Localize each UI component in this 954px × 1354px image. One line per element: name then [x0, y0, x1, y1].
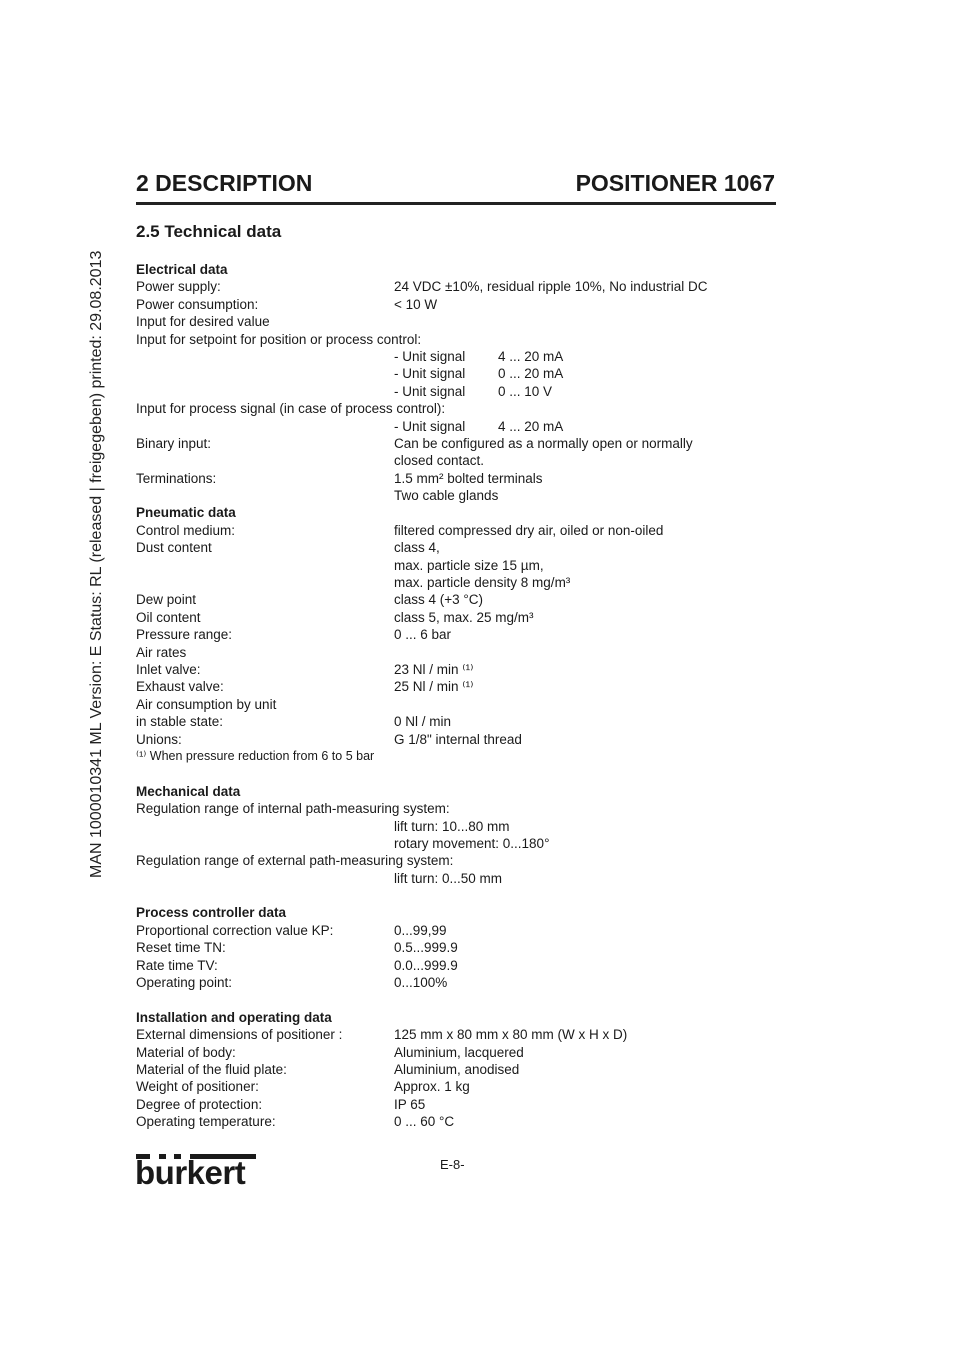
row-label: Material of the fluid plate: — [136, 1061, 287, 1077]
row-value: lift turn: 0...50 mm — [394, 870, 503, 886]
row-label: Inlet valve: — [136, 661, 201, 677]
row-value: class 4, — [394, 540, 440, 556]
row-label: Input for desired value — [136, 314, 270, 330]
product-heading: POSITIONER 1067 — [575, 170, 775, 196]
data-row — [136, 1096, 776, 1113]
row-value: max. particle size 15 µm, — [394, 557, 544, 573]
data-row — [136, 400, 776, 417]
data-row — [136, 591, 776, 608]
row-label: Input for process signal (in case of process control): — [136, 401, 446, 417]
data-row — [136, 1026, 776, 1043]
page-subtitle: 2.5 Technical data — [136, 222, 282, 241]
data-row — [136, 365, 776, 382]
data-row — [136, 470, 776, 487]
row-value: 0 ... 60 °C — [394, 1114, 455, 1130]
row-value: - Unit signal — [394, 418, 466, 434]
data-row — [136, 418, 776, 435]
row-label: Terminations: — [136, 470, 217, 486]
data-row — [136, 435, 776, 452]
row-value: Can be configured as a normally open or normally — [394, 435, 693, 451]
row-label: Input for setpoint for position or process control: — [136, 331, 422, 347]
row-label: Power supply: — [136, 279, 221, 295]
section-title — [136, 783, 776, 800]
data-row — [136, 835, 776, 852]
data-row — [136, 574, 776, 591]
row-label: ⁽¹⁾ When pressure reduction from 6 to 5 bar — [136, 748, 375, 763]
data-row — [136, 1113, 776, 1130]
data-row — [136, 713, 776, 730]
data-row — [136, 383, 776, 400]
spacer — [136, 887, 776, 904]
data-row — [136, 452, 776, 469]
row-label: Operating temperature: — [136, 1114, 276, 1130]
row-subvalue: 0 ... 10 V — [498, 383, 553, 399]
row-label: Reset time TN: — [136, 940, 226, 956]
spacer — [136, 765, 776, 782]
row-value: - Unit signal — [394, 366, 466, 382]
data-row — [136, 852, 776, 869]
row-value: 125 mm x 80 mm x 80 mm (W x H x D) — [394, 1027, 628, 1043]
row-value: class 4 (+3 °C) — [394, 592, 484, 608]
section-title — [136, 904, 776, 921]
data-row — [136, 348, 776, 365]
row-value: Aluminium, lacquered — [394, 1044, 524, 1060]
side-print-info: MAN 1000010341 ML Version: E Status: RL (released | freigegeben) printed: 29.08.2013 — [88, 250, 105, 878]
row-label: Air rates — [136, 644, 187, 660]
row-label: Dust content — [136, 540, 212, 556]
row-label: Rate time TV: — [136, 957, 218, 973]
data-row — [136, 974, 776, 991]
row-label: Oil content — [136, 609, 201, 625]
row-value: 23 Nl / min ⁽¹⁾ — [394, 661, 474, 677]
row-label: Air consumption by unit — [136, 696, 277, 712]
data-row — [136, 800, 776, 817]
row-label: Binary input: — [136, 435, 212, 451]
spacer — [136, 991, 776, 1008]
row-subvalue: 0 ... 20 mA — [498, 366, 564, 382]
data-row — [136, 644, 776, 661]
section-title — [136, 504, 776, 521]
section-heading: 2 DESCRIPTION — [136, 170, 313, 196]
row-value: 0...99,99 — [394, 922, 447, 938]
data-row — [136, 1044, 776, 1061]
row-value: 0.5...999.9 — [394, 940, 458, 956]
row-value: 24 VDC ±10%, residual ripple 10%, No industrial DC — [394, 279, 708, 295]
data-row — [136, 818, 776, 835]
row-label: Control medium: — [136, 522, 236, 538]
row-label: External dimensions of positioner : — [136, 1027, 343, 1043]
data-row — [136, 748, 776, 765]
data-row — [136, 313, 776, 330]
row-value: Two cable glands — [394, 488, 499, 504]
row-label: Material of body: — [136, 1044, 236, 1060]
data-row — [136, 609, 776, 626]
row-value: Aluminium, anodised — [394, 1061, 520, 1077]
row-value: 0.0...999.9 — [394, 957, 458, 973]
row-value: IP 65 — [394, 1096, 426, 1112]
row-label: Regulation range of internal path-measuring system: — [136, 801, 450, 817]
row-value: 25 Nl / min ⁽¹⁾ — [394, 679, 474, 695]
data-row — [136, 939, 776, 956]
data-row — [136, 922, 776, 939]
row-label: Degree of protection: — [136, 1096, 263, 1112]
row-label: Unions: — [136, 731, 182, 747]
data-row — [136, 957, 776, 974]
page-number: E-8- — [440, 1157, 465, 1172]
row-value: < 10 W — [394, 296, 438, 312]
row-value: rotary movement: 0...180° — [394, 835, 550, 851]
technical-data-list — [136, 261, 776, 1131]
row-label: Power consumption: — [136, 296, 259, 312]
section-title — [136, 261, 776, 278]
data-row — [136, 661, 776, 678]
row-value: Approx. 1 kg — [394, 1079, 470, 1095]
data-row — [136, 522, 776, 539]
row-label: Pressure range: — [136, 627, 233, 643]
row-label: in stable state: — [136, 714, 224, 730]
row-label: Exhaust valve: — [136, 679, 224, 695]
row-label: Regulation range of external path-measuring system: — [136, 853, 454, 869]
data-row — [136, 539, 776, 556]
data-row — [136, 278, 776, 295]
data-row — [136, 678, 776, 695]
row-label: Process controller data — [136, 905, 287, 921]
row-label: Pneumatic data — [136, 505, 236, 521]
row-label: Operating point: — [136, 975, 233, 991]
row-value: closed contact. — [394, 453, 485, 469]
row-value: lift turn: 10...80 mm — [394, 818, 510, 834]
data-row — [136, 626, 776, 643]
section-title — [136, 1009, 776, 1026]
row-value: - Unit signal — [394, 383, 466, 399]
data-row — [136, 487, 776, 504]
data-row — [136, 296, 776, 313]
row-value: 0 ... 6 bar — [394, 627, 452, 643]
row-value: class 5, max. 25 mg/m³ — [394, 609, 534, 625]
burkert-logo — [136, 1154, 256, 1190]
row-label: Dew point — [136, 592, 197, 608]
data-row — [136, 696, 776, 713]
data-row — [136, 870, 776, 887]
row-value: - Unit signal — [394, 348, 466, 364]
data-row — [136, 731, 776, 748]
row-label: Installation and operating data — [136, 1009, 332, 1025]
row-label: Proportional correction value KP: — [136, 922, 334, 938]
data-row — [136, 1078, 776, 1095]
data-row — [136, 331, 776, 348]
row-value: max. particle density 8 mg/m³ — [394, 575, 571, 591]
row-value: 1.5 mm² bolted terminals — [394, 470, 543, 486]
header-rule — [136, 202, 776, 205]
row-label: Mechanical data — [136, 783, 241, 799]
row-value: G 1/8" internal thread — [394, 731, 522, 747]
data-row — [136, 1061, 776, 1078]
row-label: Electrical data — [136, 262, 228, 277]
row-value: 0 Nl / min — [394, 714, 452, 730]
row-subvalue: 4 ... 20 mA — [498, 348, 564, 364]
row-subvalue: 4 ... 20 mA — [498, 418, 564, 434]
row-value: filtered compressed dry air, oiled or non-oiled — [394, 522, 664, 538]
logo-wordmark: burkert — [135, 1154, 246, 1191]
data-row — [136, 557, 776, 574]
row-label: Weight of positioner: — [136, 1079, 259, 1095]
row-value: 0...100% — [394, 975, 448, 991]
